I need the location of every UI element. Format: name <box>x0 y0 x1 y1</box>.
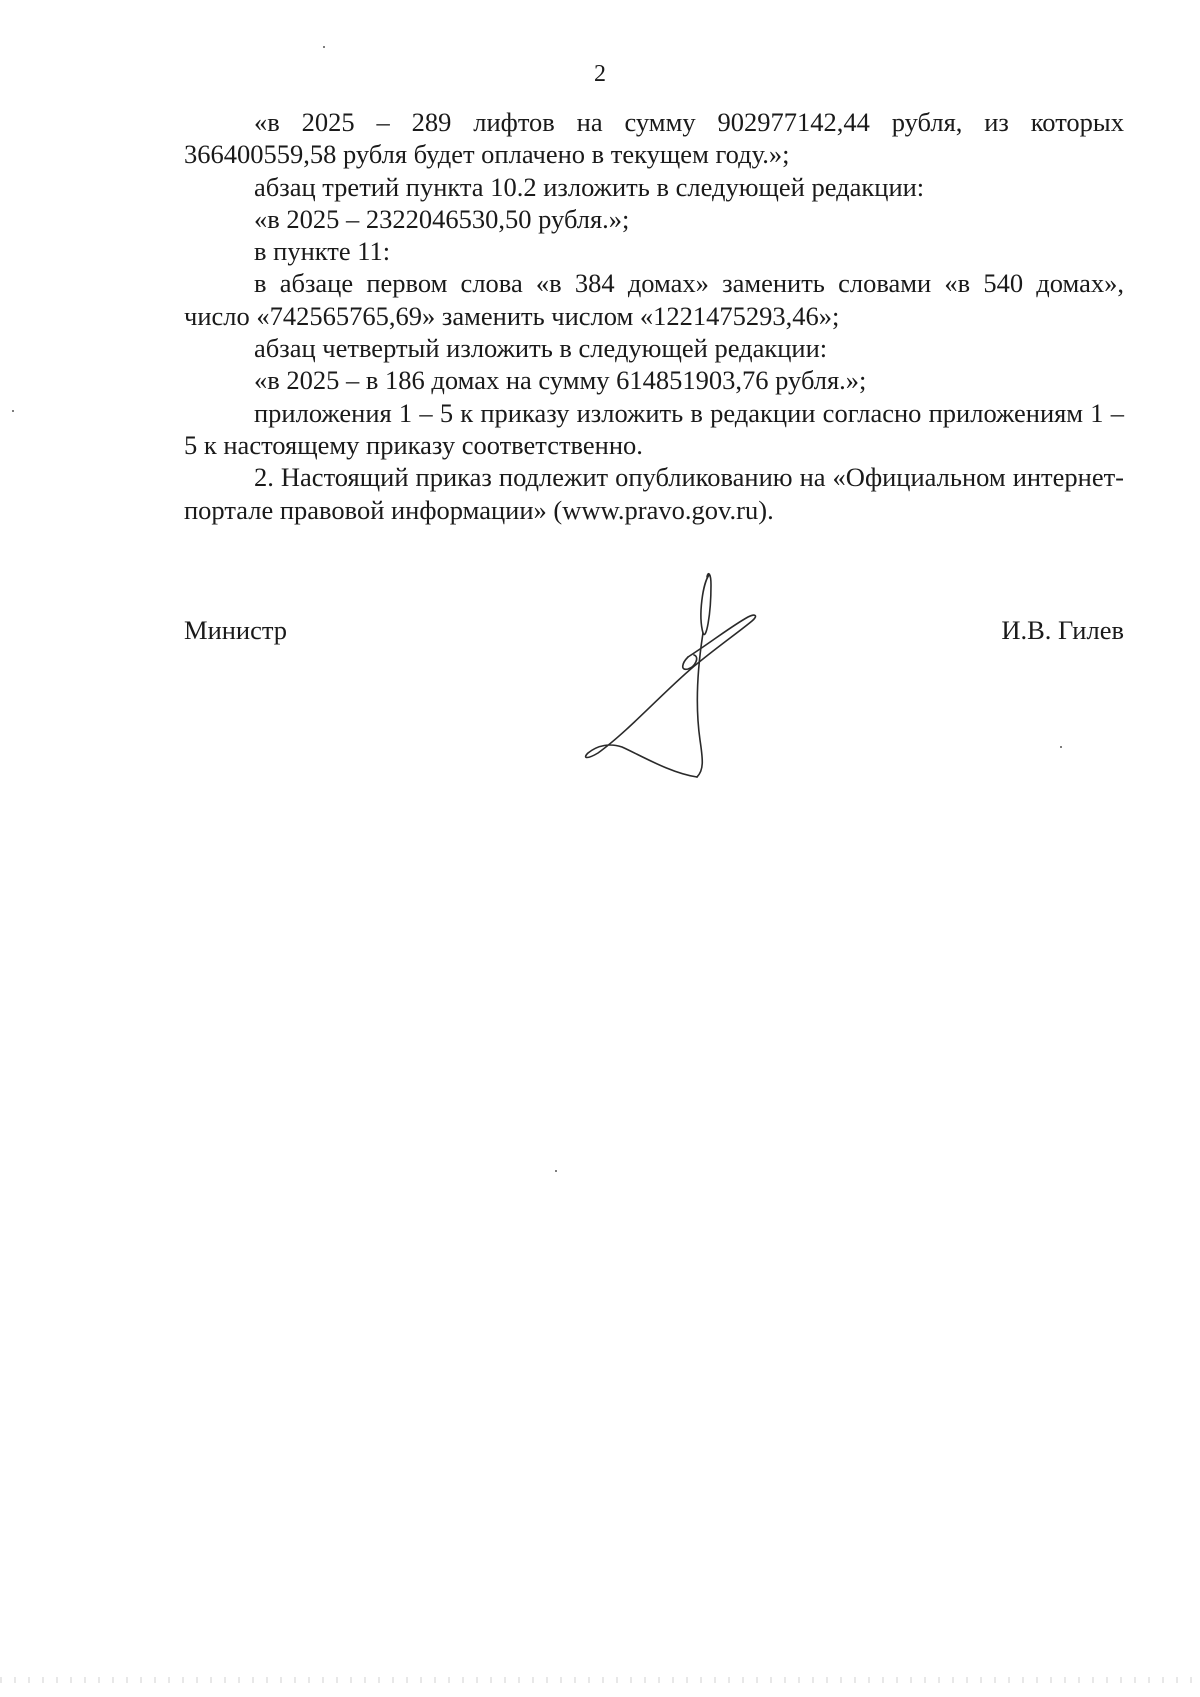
paragraph-lifts-2025: «в 2025 – 289 лифтов на сумму 902977142,44 рубля, из которых 366400559,58 рубля будет оплачено в текущем году.»; <box>184 107 1124 170</box>
paragraph-amend-10-2: абзац третий пункта 10.2 изложить в следующей редакции: <box>254 171 925 202</box>
paragraph-fourth-abzac: абзац четвертый изложить в следующей редакции: <box>254 333 828 364</box>
document-body <box>184 106 1124 526</box>
paragraph-2025-amount: «в 2025 – 2322046530,50 рубля.»; <box>254 203 630 234</box>
paragraph-publication: 2. Настоящий приказ подлежит опубликованию на «Официальном интернет-портале правовой информации» (www.pravo.gov.ru). <box>184 462 1124 525</box>
handwritten-signature-icon <box>570 545 760 780</box>
signatory-title: Министр <box>184 615 288 645</box>
paragraph-appendices: приложения 1 – 5 к приказу изложить в редакции согласно приложениям 1 – 5 к настоящему приказу соответственно. <box>184 397 1124 460</box>
paragraph-first-abzac: в абзаце первом слова «в 384 домах» заменить словами «в 540 домах», число «742565765,69» заменить числом «1221475293,46»; <box>184 268 1124 331</box>
signatory-name: И.В. Гилев <box>1001 615 1124 645</box>
page-number: 2 <box>594 61 606 87</box>
scan-speck <box>323 46 325 48</box>
scan-speck <box>1060 746 1062 748</box>
paragraph-point-11: в пункте 11: <box>254 236 391 267</box>
paragraph-186-houses: «в 2025 – в 186 домах на сумму 614851903,76 рубля.»; <box>254 365 867 396</box>
scan-speck <box>12 410 14 412</box>
scan-footer-noise <box>0 1677 1200 1683</box>
scan-speck <box>555 1170 557 1172</box>
